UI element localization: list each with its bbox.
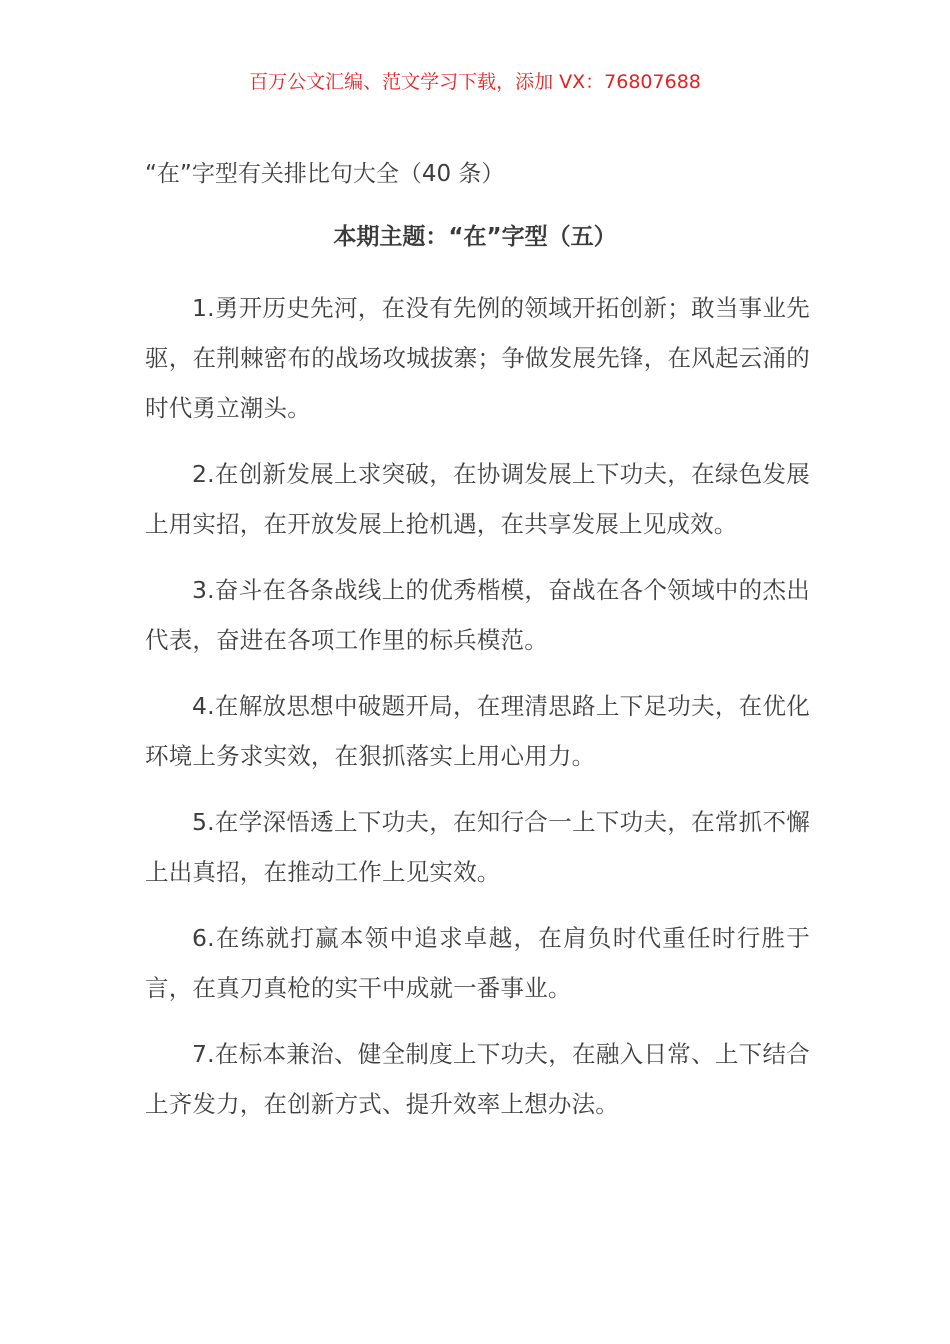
document-title: “在”字型有关排比句大全（40 条） bbox=[145, 161, 505, 187]
paragraph-5: 5.在学深悟透上下功夫，在知行合一上下功夫，在常抓不懈上出真招，在推动工作上见实效。 bbox=[145, 808, 810, 886]
paragraph-7: 7.在标本兼治、健全制度上下功夫，在融入日常、上下结合上齐发力，在创新方式、提升效率上想办法。 bbox=[145, 1040, 810, 1118]
document-body bbox=[145, 283, 810, 1145]
paragraph-3: 3.奋斗在各条战线上的优秀楷模，奋战在各个领域中的杰出代表，奋进在各项工作里的标兵模范。 bbox=[145, 576, 810, 654]
paragraph-4: 4.在解放思想中破题开局，在理清思路上下足功夫，在优化环境上务求实效，在狠抓落实上用心用力。 bbox=[145, 692, 810, 770]
watermark-banner: 百万公文汇编、范文学习下载，添加 VX：76807688 bbox=[249, 71, 701, 93]
paragraph-2: 2.在创新发展上求突破，在协调发展上下功夫，在绿色发展上用实招，在开放发展上抢机遇，在共享发展上见成效。 bbox=[145, 460, 810, 538]
document-subtitle: 本期主题：“在”字型（五） bbox=[333, 224, 617, 250]
paragraph-1: 1.勇开历史先河，在没有先例的领域开拓创新；敢当事业先驱，在荆棘密布的战场攻城拔寨；争做发展先锋，在风起云涌的时代勇立潮头。 bbox=[145, 294, 810, 422]
paragraph-6: 6.在练就打赢本领中追求卓越，在肩负时代重任时行胜于言，在真刀真枪的实干中成就一番事业。 bbox=[145, 924, 810, 1002]
